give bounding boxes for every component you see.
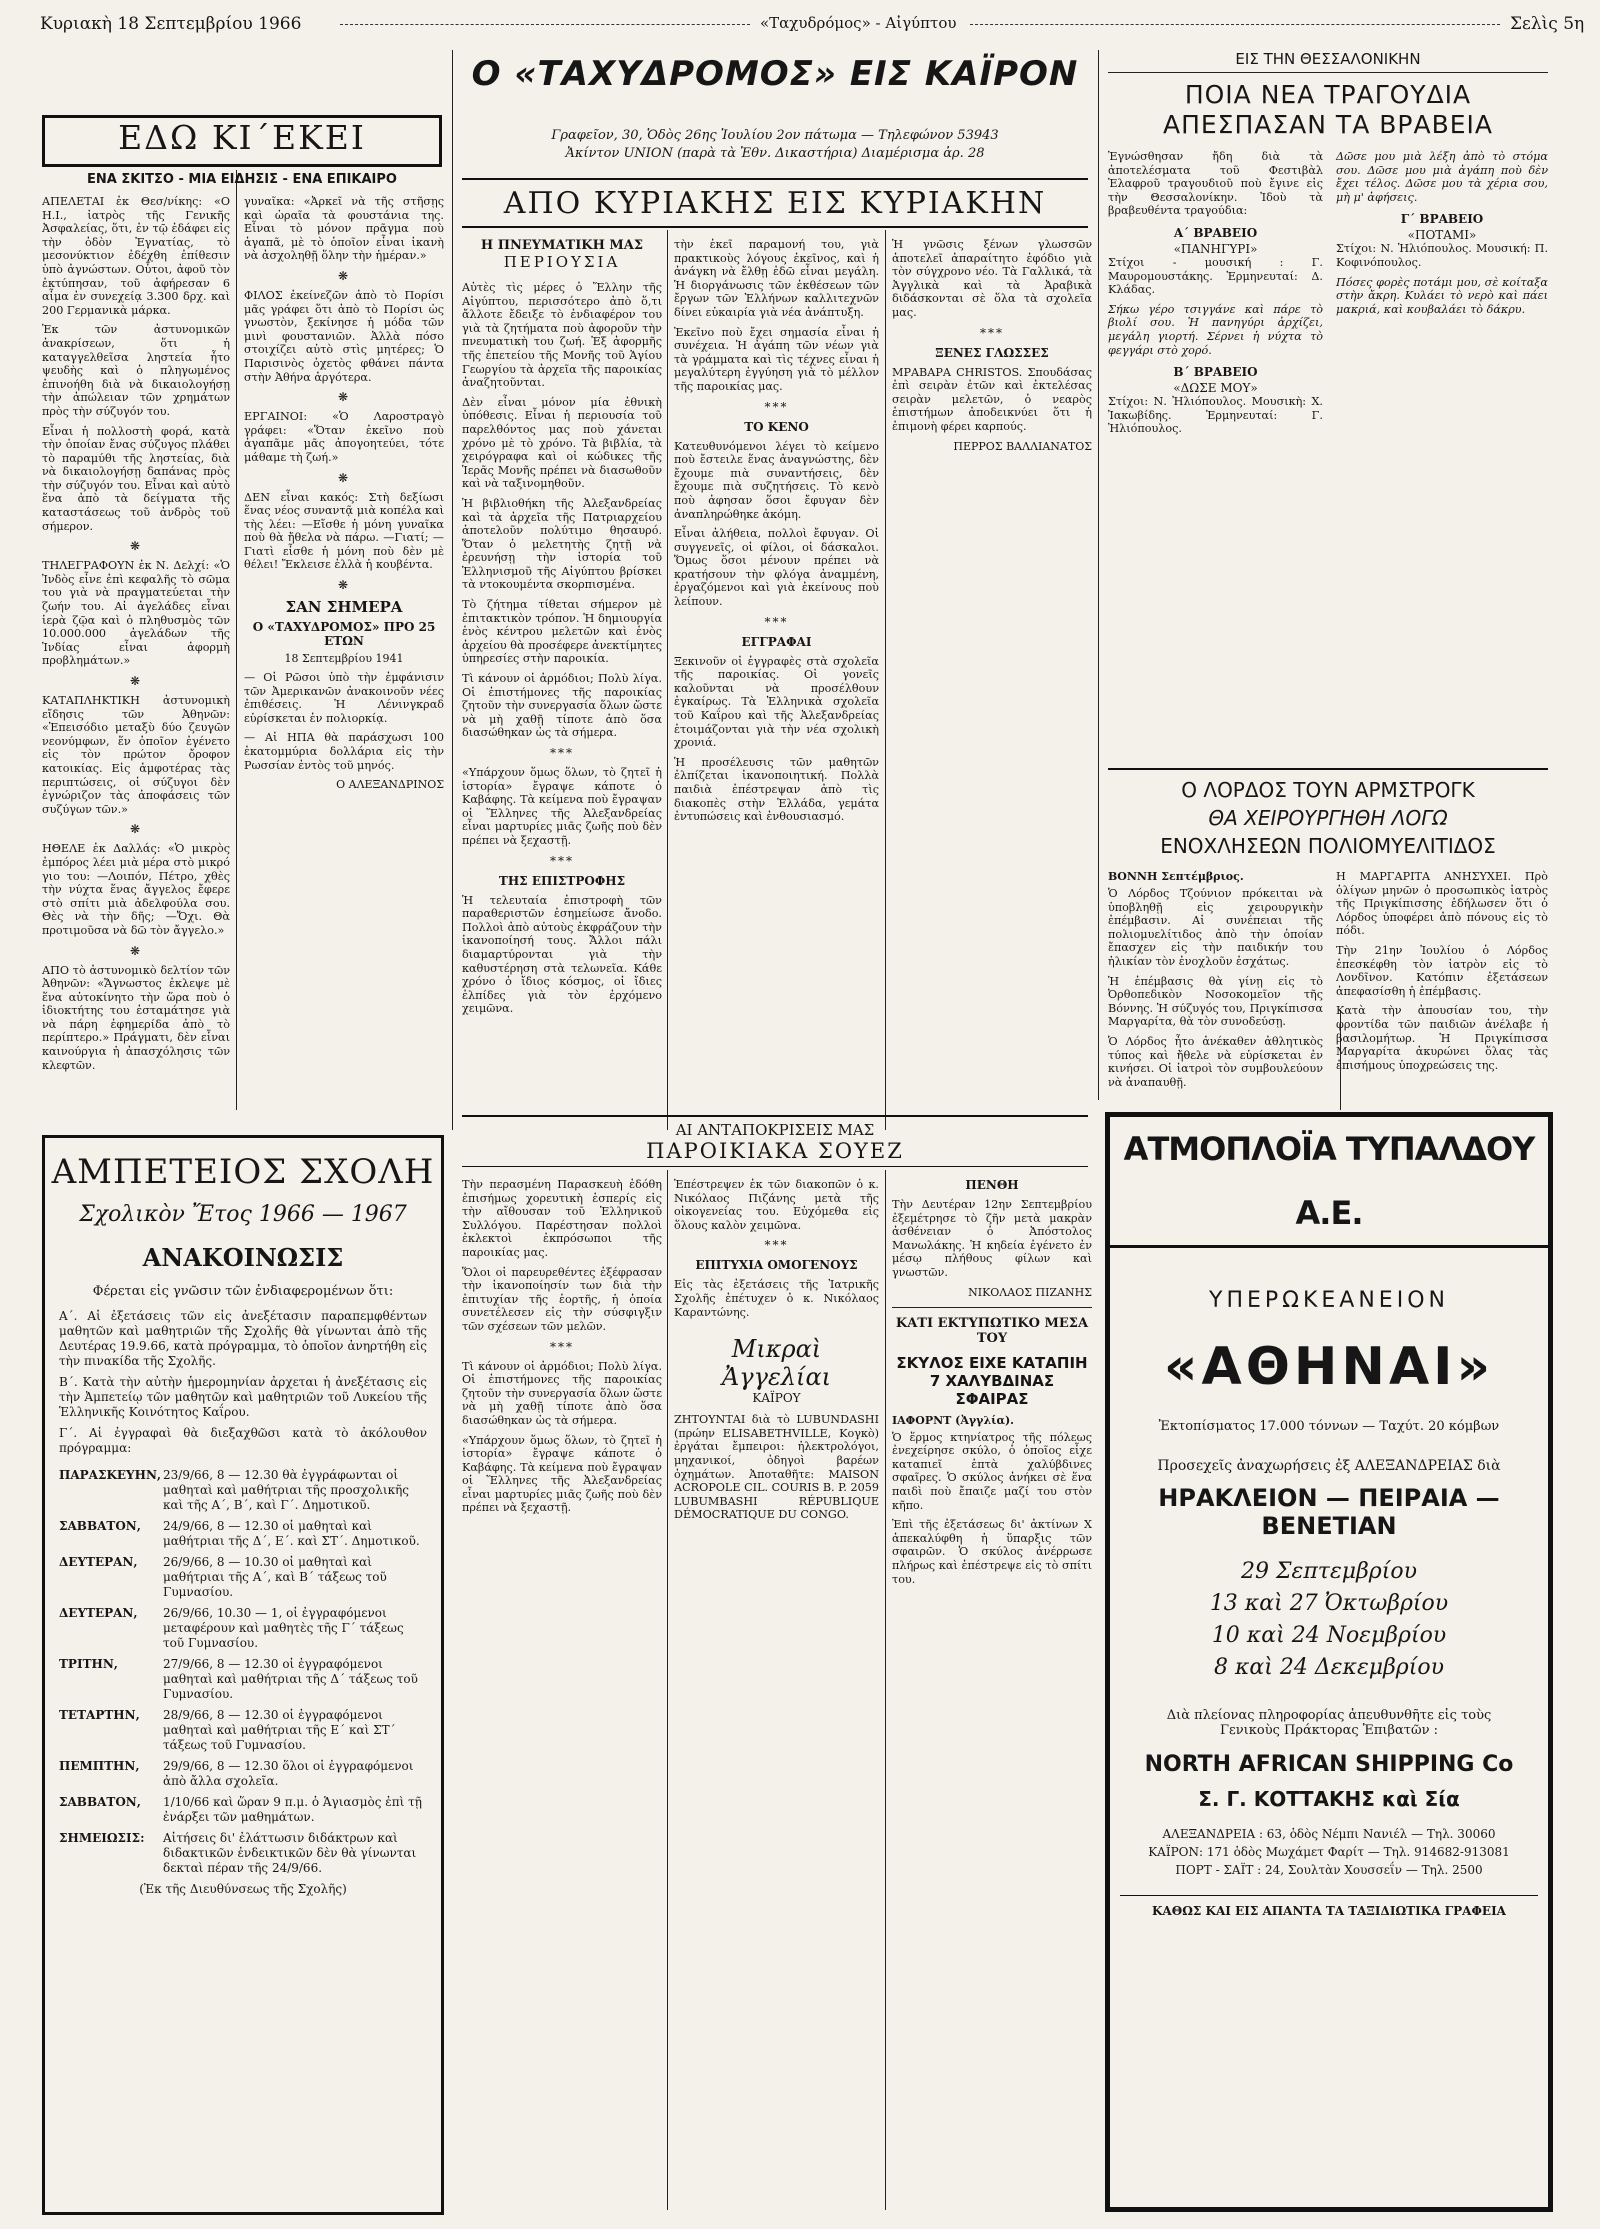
article-paragraph: «Υπάρχουν ὅμως ὅλων, τὸ ζητεῖ ἡ ἱστορία» ἔγραψε κάποτε ὁ Καβάφης. Τὰ κείμενα ποὺ ἔγραψαν οἱ Ἕλληνες τῆς Ἀλεξανδρείας εἶναι μαρτυρίες μιᾶς ζωῆς ποὺ δὲν πρέπει νὰ ξεχαστῇ. xyxy=(462,766,662,847)
article-headline: Ο ΛΟΡΔΟΣ ΤΟΥΝ ΑΡΜΣΤΡΟΓΚ xyxy=(1181,778,1475,802)
schedule-row xyxy=(59,1606,427,1651)
today-date: 18 Σεπτεμβρίου 1941 xyxy=(284,652,404,666)
center-column-1: Η ΠΝΕΥΜΑΤΙΚΗ ΜΑΣ ΠΕΡΙΟΥΣΙΑ Αὐτὲς τὶς μέρες ὁ Ἕλλην τῆς Αἰγύπτου, περισσότερο ἀπὸ ὅ,τι ἄλλοτε ἔδειξε τὸ ἐνδιαφέρον του γιὰ τὰ ζητήματα ποὺ ἀφοροῦν τὴν πνευματικὴ του ζωή. Ἐξ ἀφορμῆς τῆς ἐπετείου τῆς Μονῆς τοῦ Ἁγίου Γεωργίου τὰ ἀρχεῖα τῆς παροικίας ἀναζητοῦνται. Δὲν εἶναι μόνον μία ἐθνικὴ ὑπόθεσις. Εἶναι ἡ περιουσία τοῦ παρελθόντος μας ποὺ χάνεται χρόνο μὲ τὸ χρόνο. Τὰ βιβλία, τὰ χειρόγραφα καὶ οἱ κώδικες τῆς Ἱερᾶς Μονῆς πρέπει νὰ διασωθοῦν καὶ νὰ ταξινομηθοῦν. Ἡ βιβλιοθήκη τῆς Ἀλεξανδρείας καὶ τὰ ἀρχεῖα τῆς Πατριαρχείου ἀποτελοῦν πολύτιμο θησαυρό. Ὅταν ὁ μελετητὴς ζητῇ νὰ ἐρευνήσῃ τὴν ἱστορία τοῦ Ἑλληνισμοῦ τῆς Αἰγύπτου βρίσκει τὰ ντοκουμέντα σκορπισμένα. Τὸ ζήτημα τίθεται σήμερον μὲ ἐπιτακτικὸν τρόπον. Ἡ δημιουργία ἑνὸς κέντρου μελετῶν καὶ ἑνὸς ἀρχείου θὰ προσέφερε ἀνεκτίμητες ὑπηρεσίες στὴν παροικία. Τὶ κάνουν οἱ ἁρμόδιοι; Πολὺ λίγα. Οἱ ἐπιστήμονες τῆς παροικίας ζητοῦν τὴν συνεργασία ὅλων ὥστε νὰ μὴ χαθῇ τίποτε ἀπὸ ὅσα διασώθηκαν ὡς τὰ σήμερα. *** «Υπάρχουν ὅμως ὅλων, τὸ ζητεῖ ἡ ἱστορία» ἔγραψε κάποτε ὁ Καβάφης. Τὰ κείμενα ποὺ ἔγραψαν οἱ Ἕλληνες τῆς Ἀλεξανδρείας εἶναι μαρτυρίες μιᾶς ζωῆς ποὺ δὲν πρέπει νὰ ξεχαστῇ. *** ΤΗΣ ΕΠΙΣΤΡΟΦΗΣ Ἡ τελευταία ἐπιστροφὴ τῶν παραθεριστῶν ἐσημείωσε ἄνοδο. Πολλοὶ ἀπὸ αὐτοὺς ἐκφράζουν τὴν ἱκανοποίησή τους. Ἄλλοι πάλι διαμαρτύρονται γιὰ τὴν καθυστέρηση στὰ τελωνεῖα. Κάθε χρόνο ὁ ἴδιος κόσμος, οἱ ἴδιες ἐλπίδες γιὰ τὸν ἐρχόμενο χειμῶνα. xyxy=(462,238,662,1016)
lower-center-column-3 xyxy=(892,1178,1092,1592)
article-paragraph: Ὅλοι οἱ παρευρεθέντες ἐξέφρασαν τὴν ἱκανοποίησίν των διὰ τὴν ἐπιτυχίαν τῆς ἑορτῆς, ἡ ὁποία συνετέλεσεν εἰς τὴν σύσφιγξιν τῶν σχέσεων τῶν μελῶν. xyxy=(462,1265,662,1333)
song-title: «ΠΑΝΗΓΥΡΙ» xyxy=(1173,241,1258,256)
article-paragraph: Ἐκ τῶν ἀστυνομικῶν ἀνακρίσεων, ὅτι ἡ καταγγελθεῖσα ληστεία ἦτο ψευδὴς καὶ ὁ πληγωμένος ἐπινοήθη διὰ νὰ δικαιολογήσῃ τὴν ἀπώλειαν τῶν χρημάτων πρὸς τὴν σύζυγόν του. xyxy=(42,323,230,418)
school-year: Σχολικὸν Ἔτος 1966 — 1967 xyxy=(79,1202,407,1227)
today-title: ΣΑΝ ΣΗΜΕΡΑ xyxy=(285,598,403,617)
shipping-company: ΑΤΜΟΠΛΟΪΑ ΤΥΠΑΛΔΟΥ Α.Ε. xyxy=(1110,1117,1548,1248)
lower-center-column-2: Ἐπέστρεψεν ἐκ τῶν διακοπῶν ὁ κ. Νικόλαος Πιζάνης μετὰ τῆς οἰκογενείας του. Εὐχόμεθα εἰς ὅλους καλὸν χειμῶνα. *** ΕΠΙΤΥΧΙΑ ΟΜΟΓΕΝΟΥΣ Εἰς τὰς ἐξετάσεις τῆς Ἰατρικῆς Σχολῆς ἐπέτυχεν ὁ κ. Νικόλαος Καραντώνης. Μικραὶ Ἀγγελίαι ΚΑΪΡΟΥ ΖΗΤΟΥΝΤΑΙ διὰ τὸ LUBUNDASHI (πρώην ELISABETHVILLE, Κογκὸ) ἐργάται ἔμπειροι: ἠλεκτρολόγοι, μηχανικοί, ὀδηγοὶ βαρέων ὀχημάτων. Ἀποταθῆτε: MAISON ACROPOLE CIL. COURIS B. P. 2059 LUBUMBASHI RÉPUBLIQUE DÉMOCRATIQUE DU CONGO. xyxy=(674,1178,880,1522)
departure-date: 13 καὶ 27 Ὀκτωβρίου xyxy=(1209,1591,1449,1616)
schedule-text: 28/9/66, 8 — 12.30 οἱ ἐγγραφόμενοι μαθηταὶ καὶ μαθήτριαι τῆς Ε΄ καὶ ΣΤ΄ τάξεως τοῦ Γυμνασίου. xyxy=(163,1708,396,1752)
article-headline-2: ΑΠΕΣΠΑΣΑΝ ΤΑ ΒΡΑΒΕΙΑ xyxy=(1162,110,1493,139)
dateline: ΒΟΝΝΗ Σεπτέμβριος. xyxy=(1108,870,1244,883)
info-text: Διὰ πλείονας πληροφορίας ἀπευθυνθῆτε εἰς τοὺς Γενικοὺς Πράκτορας Ἐπιβατῶν : xyxy=(1166,1708,1492,1738)
article-kicker: Η ΠΝΕΥΜΑΤΙΚΗ ΜΑΣ xyxy=(480,238,644,253)
schedule-text: 27/9/66, 8 — 12.30 οἱ ἐγγραφόμενοι μαθηταὶ καὶ μαθήτριαι τῆς Δ΄ τάξεως τοῦ Γυμνασίου. xyxy=(163,1657,418,1701)
article-paragraph: Αὐτὲς τὶς μέρες ὁ Ἕλλην τῆς Αἰγύπτου, περισσότερο ἀπὸ ὅ,τι ἄλλοτε ἔδειξε τὸ ἐνδιαφέρον του γιὰ τὰ ζητήματα ποὺ ἀφοροῦν τὴν πνευματικὴ του ζωή. Ἐξ ἀφορμῆς τῆς ἐπετείου τῆς Μονῆς τοῦ Ἁγίου Γεωργίου τὰ ἀρχεῖα τῆς παροικίας ἀναζητοῦνται. xyxy=(462,281,662,390)
ship-name: «ΑΘΗΝΑΙ» xyxy=(1163,1337,1495,1397)
article-paragraph: Ἡ τελευταία ἐπιστροφὴ τῶν παραθεριστῶν ἐσημείωσε ἄνοδο. Πολλοὶ ἀπὸ αὐτοὺς ἐκφράζουν τὴν ἱκανοποίησή τους. Ἄλλοι πάλι διαμαρτύρονται γιὰ τὴν καθυστέρηση στὰ τελωνεῖα. Κάθε χρόνο ὁ ἴδιος κόσμος, οἱ ἴδιες ἐλπίδες γιὰ τὸν ἐρχόμενο χειμῶνα. xyxy=(462,893,662,1016)
section-title-box xyxy=(42,115,442,167)
announcement-heading: ΑΝΑΚΟΙΝΩΣΙΣ xyxy=(142,1243,344,1272)
schedule-text: 1/10/66 καὶ ὥραν 9 π.μ. ὁ Ἁγιασμὸς ἐπὶ τῇ ἐνάρξει τῶν μαθημάτων. xyxy=(163,1795,422,1824)
schedule-text: 24/9/66, 8 — 12.30 οἱ μαθηταὶ καὶ μαθήτριαι τῆς Δ΄, Ε΄. καὶ ΣΤ΄. Δημοτικοῦ. xyxy=(163,1519,420,1548)
song-title: «ΠΟΤΑΜΙ» xyxy=(1407,228,1477,243)
song-credits: Στίχοι: Ν. Ἠλιόπουλος. Μουσική: Π. Κοφινόπουλος. xyxy=(1336,242,1548,269)
ad-footer: ΚΑΘΩΣ ΚΑΙ ΕΙΣ ΑΠΑΝΤΑ ΤΑ ΤΑΞΙΔΙΩΤΙΚΑ ΓΡΑΦΕΙΑ xyxy=(1120,1895,1538,1918)
right-column-1 xyxy=(1108,150,1323,442)
byline: Ο ΑΛΕΞΑΝΔΡΙΝΟΣ xyxy=(336,778,444,792)
schedule-text: Αἰτήσεις δι' ἐλάττωσιν διδάκτρων καὶ διδακτικῶν ἐνδεικτικῶν δὲν θὰ γίνωνται δεκταὶ πέραν τῆς 24/9/66. xyxy=(163,1831,417,1875)
schedule-row xyxy=(59,1708,427,1753)
classifieds-subtitle: ΚΑΪΡΟΥ xyxy=(752,1391,801,1406)
bureau-address-2: Ἀκίντον UNION (παρὰ τὰ Ἐθν. Δικαστήρια) Διαμέρισμα ἀρ. 28 xyxy=(565,146,985,161)
right-column-3 xyxy=(1108,870,1323,1095)
article-paragraph: ΦΙΛΟΣ ἐκείνεζῶν ἀπὸ τὸ Πορίσι μᾶς γράφει ὅτι ἀπὸ τὸ Πορίσι ὡς γνωστὸν, ξεκίνησε ἡ μόδα τῶν μινὶ φουστανιῶν. Ἀλλὰ πόσο στοιχίζει αὐτὸ στὶς μητέρες; Ὁ Παρισινὸς ὀχετὸς φθάνει πάντα στὴν Ἀθήνα ἀργότερα. xyxy=(244,288,444,384)
schedule-row xyxy=(59,1657,427,1702)
article-paragraph: Η ΜΑΡΓΑΡΙΤΑ ΑΝΗΣΥΧΕΙ. Πρὸ ὀλίγων μηνῶν ὁ προσωπικὸς ἰατρὸς τῆς Πριγκίπισσης ἐδήλωσεν ὅτι ὁ Λόρδος ὑποφέρει ἀπὸ πόνους εἰς τὸ πόδι. xyxy=(1336,870,1548,938)
schedule-day: ΣΑΒΒΑΤΟΝ, xyxy=(59,1519,141,1533)
schedule-row xyxy=(59,1831,427,1876)
song-lyrics: Δῶσε μου μιὰ λέξη ἀπὸ τὸ στόμα σου. Δῶσε μου μιὰ ἀγάπη ποὺ δὲν ἔχει τέλος. Δῶσε μου τὰ χέρια σου, μὴ μ' ἀφήσεις. xyxy=(1336,150,1548,204)
article-paragraph: Τὸ ζήτημα τίθεται σήμερον μὲ ἐπιτακτικὸν τρόπον. Ἡ δημιουργία ἑνὸς κέντρου μελετῶν καὶ ἑνὸς ἀρχείου θὰ προσέφερε ἀνεκτίμητες ὑπηρεσίες στὴν παροικία. xyxy=(462,598,662,666)
award-label: Γ΄ ΒΡΑΒΕΙΟ xyxy=(1400,212,1484,227)
article-paragraph: ΑΠΟ τὸ ἀστυνομικὸ δελτίον τῶν Ἀθηνῶν: «Ἄγνωστος ἐκλεψε μὲ ἕνα αὐτοκίνητο τὴν ὥρα ποὺ ὁ ἰδιοκτήτης του ἐσταμάτησε γιὰ νὰ πάρη ἐφημερίδα ἀπὸ τὸ περίπτερο.» Πράγματι, δὲν εἶναι καινούργια ἡ ἀπασχόλησις τῶν κλεφτῶν. xyxy=(42,963,230,1072)
signature: (Ἐκ τῆς Διευθύνσεως τῆς Σχολῆς) xyxy=(139,1882,347,1896)
paper-name: «Ταχυδρόμος» - Αἰγύπτου xyxy=(760,14,957,32)
article-paragraph: ΗΘΕΛΕ ἐκ Δαλλάς: «Ὁ μικρὸς ἐμπόρος λέει μιὰ μέρα στὸ μικρό γιο του: —Λοιπόν, Πέτρο, χθὲς τὴν νύχτα ἕνας ἄγγελος ἔφερε στὸ σπίτι μιὰ ἀδελφούλα σου. Θὲς νὰ τὴν δῆς; —Ὄχι. Θὰ προτιμοῦσα νὰ δῶ τὸν ἄγγελο.» xyxy=(42,842,230,937)
article-paragraph: Τὴν περασμένη Παρασκευὴ ἐδόθη ἐπισήμως χορευτικὴ ἑσπερίς εἰς τὴν αἴθουσαν τοῦ Ἑλληνικοῦ Συλλόγου. Παρέστησαν πολλοὶ ἐκλεκτοὶ ἐκπρόσωποι τῆς παροικίας μας. xyxy=(462,1178,662,1259)
schedule-row xyxy=(59,1519,427,1549)
school-announcement-box xyxy=(42,1135,444,2215)
article-paragraph: Δὲν εἶναι μόνον μία ἐθνικὴ ὑπόθεσις. Εἶναι ἡ περιουσία τοῦ παρελθόντος μας ποὺ χάνεται χρόνο μὲ τὸ χρόνο. Τὰ βιβλία, τὰ χειρόγραφα καὶ οἱ κώδικες τῆς Ἱερᾶς Μονῆς πρέπει νὰ διασωθοῦν καὶ νὰ ταξινομηθοῦν. xyxy=(462,395,662,491)
shipping-ad xyxy=(1105,1112,1553,2212)
agent-address: ΠΟΡΤ - ΣΑΪΤ : 24, Σουλτὰν Χουσσεΐν — Τηλ. 2500 xyxy=(1175,1863,1483,1877)
left-column-2: γυναῖκα: «Ἀρκεῖ νὰ τῆς στῆσῃς καὶ ὡραῖα τὰ φουστάνια της. Εἶναι τὸ μόνον πρᾶγμα ποὺ ἀγαπᾶ, μὲ τὸ ὁποῖον εἶναι ἱκανὴ νὰ ἀσχοληθῇ ὅλην τὴν ἡμέραν.» ❋ ΦΙΛΟΣ ἐκείνεζῶν ἀπὸ τὸ Πορίσι μᾶς γράφει ὅτι ἀπὸ τὸ Πορίσι ὡς γνωστὸν, ξεκίνησε ἡ μόδα τῶν μινὶ φουστανιῶν. Ἀλλὰ πόσο στοιχίζει αὐτὸ στὶς μητέρες; Ὁ Παρισινὸς ὀχετὸς φθάνει πάντα στὴν Ἀθήνα ἀργότερα. ❋ ΕΡΓΑΙΝΟΙ: «Ὁ Λαροστραγὸ γράφει: «Ὅταν ἐκεῖνο ποὺ ἀγαπᾶμε μᾶς ἀπογοητεύει, τότε μάθαμε τὴ ζωή.» ❋ ΔΕΝ εἶναι κακός: Στὴ δεξίωσι ἕνας νέος συναντᾷ μιὰ κοπέλα καὶ τὴς λέει: —Εἴσθε ἡ μόνη γυναῖκα ποὺ θὰ ἤθελα νὰ πάρω. —Γιατί; —Γιατὶ εἶσθε ἡ μόνη ποὺ δὲν μὲ θέλει! Ἔκλεισε ἑλλὰ ἡ κουβέντα. ❋ ΣΑΝ ΣΗΜΕΡΑ Ο «ΤΑΧΥΔΡΟΜΟΣ» ΠΡΟ 25 ΕΤΩΝ 18 Σεπτεμβρίου 1941 — Οἱ Ρῶσοι ὑπὸ τὴν ἐμφάνισιν τῶν Ἀμερικανῶν ἀνακοινοῦν νέες ἐπιθέσεις. Ἡ Λένινγκραδ εὑρίσκεται ἐν πολιορκίᾳ. — Αἱ ΗΠΑ θὰ παράσχωσι 100 ἑκατομμύρια δολλάρια εἰς τὴν Ρωσσίαν ἐντὸς τοῦ μηνός. Ο ΑΛΕΞΑΝΔΡΙΝΟΣ xyxy=(244,195,444,792)
article-paragraph: τὴν ἐκεῖ παραμονή του, γιὰ πρακτικοὺς λόγους ἐκεῖνος, καὶ ἡ ἀνάγκη νὰ ἔλθῃ ἐδῶ εἶναι μεγάλη. Ἡ διοργάνωσις τῶν ἐκθέσεων τῶν ἔργων τῶν Ἑλλήνων καλλιτεχνῶν δίνει εὐκαιρία γιὰ νέα ἀνάπτυξη. xyxy=(674,238,879,319)
article-paragraph: Τὴν 21ην Ἰουλίου ὁ Λόρδος ἐπεσκέφθη τὸν ἰατρὸν εἰς τὸ Λονδῖνον. Κατόπιν ἐξετάσεων ἀπεφασίσθη ἡ ἐπέμβασις. xyxy=(1336,943,1548,998)
schedule-day: ΠΕΜΠΤΗΝ, xyxy=(59,1759,140,1773)
today-subtitle: Ο «ΤΑΧΥΔΡΟΜΟΣ» ΠΡΟ 25 ΕΤΩΝ xyxy=(252,620,436,649)
subheading: ΠΕΝΘΗ xyxy=(965,1178,1019,1192)
schedule-row xyxy=(59,1795,427,1825)
award-label: Β΄ ΒΡΑΒΕΙΟ xyxy=(1173,365,1258,380)
announcement-item: Β΄. Κατὰ τὴν αὐτὴν ἡμερομηνίαν ἀρχεται ἡ ἀνεξέτασις εἰς τὴν Ἀμπετείῳ τῶν μαθητῶν καὶ μαθητριῶν τοῦ Λυκείου τῆς Ἑλληνικῆς Κοινότητος Καΐρου. xyxy=(59,1375,427,1419)
schedule-row xyxy=(59,1759,427,1789)
bureau-banner xyxy=(462,48,1088,122)
answers-header xyxy=(462,1115,1088,1167)
school-title: ΑΜΠΕΤΕΙΟΣ ΣΧΟΛΗ xyxy=(51,1152,435,1192)
announcement-lead: Φέρεται εἰς γνῶσιν τῶν ἐνδιαφερομένων ὅτι: xyxy=(92,1284,394,1299)
story-headline-2: 7 ΧΑΛΥΒΔΙΝΑΣ ΣΦΑΙΡΑΣ xyxy=(929,1371,1055,1408)
byline: ΝΙΚΟΛΑΟΣ ΠΙΖΑΝΗΣ xyxy=(968,1285,1092,1299)
song-lyrics: Πόσες φορὲς ποτάμι μου, σὲ κοίταξα στὴν ἄκρη. Κυλάει τὸ νερὸ καὶ πάει μακριά, καὶ κουβαλάει τὸ δάκρυ. xyxy=(1336,275,1548,316)
article-paragraph: Ξεκινοῦν οἱ ἐγγραφὲς στὰ σχολεῖα τῆς παροικίας. Οἱ γονεῖς καλοῦνται νὰ προσέλθουν ἐγκαίρως. Τὰ Ἑλληνικὰ σχολεῖα τοῦ Καΐρου καὶ τῆς Ἀλεξανδρείας ἑτοιμάζονται γιὰ τὴν νέα σχολικὴ χρονιά. xyxy=(674,654,879,750)
article-headline: ΠΕΡΙΟΥΣΙΑ xyxy=(503,253,621,271)
route: ΗΡΑΚΛΕΙΟΝ — ΠΕΙΡΑΙΑ — ΒΕΝΕΤΙΑΝ xyxy=(1158,1484,1500,1540)
article-paragraph: Ὁ ἕρμος κτηνίατρος τῆς πόλεως ἐνεχείρησε σκύλο, ὁ ὁποῖος εἶχε καταπιεῖ ἑπτὰ χαλύβδινες σφαῖρες. Ὁ σκύλος ἀνήκει σὲ ἕνα παιδὶ ποὺ ἔπαιζε μαζί του στὸν κῆπο. xyxy=(892,1430,1092,1512)
article-paragraph: Ἡ ἐπέμβασις θὰ γίνῃ εἰς τὸ Ὀρθοπεδικὸν Νοσοκομεῖον τῆς Βόννης. Ἡ σύζυγός του, Πριγκίπισσα Μαργαρίτα, θὰ τὸν συνοδεύσῃ. xyxy=(1108,974,1323,1029)
departures-label: Προσεχεῖς ἀναχωρήσεις ἐξ ΑΛΕΞΑΝΔΡΕΙΑΣ διὰ xyxy=(1157,1458,1501,1474)
song-title: «ΔΩΣΕ ΜΟΥ» xyxy=(1173,381,1258,396)
region-label: ΕΙΣ ΤΗΝ ΘΕΣΣΑΛΟΝΙΚΗΝ xyxy=(1235,50,1421,68)
article-paragraph: «Υπάρχουν ὅμως ὅλων, τὸ ζητεῖ ἡ ἱστορία» ἔγραψε κάποτε ὁ Καβάφης. Τὰ κείμενα ποὺ ἔγραψαν οἱ Ἕλληνες τῆς Ἀλεξανδρείας εἶναι μαρτυρίες μιᾶς ζωῆς ποὺ δὲν πρέπει νὰ ξεχαστῇ. xyxy=(462,1433,662,1515)
schedule-day: ΤΡΙΤΗΝ, xyxy=(59,1657,118,1671)
article-paragraph: Εἶναι ἡ πολλοστὴ φορά, κατὰ τὴν ὁποίαν ἔνας σύζυγος πλάθει τὸ παραμύθι τῆς ληστείας, διὰ νὰ δικαιολογήσῃ δαπάνας πρὸς τὴν σύζυγόν του. Εἶναι καὶ αὐτὸ ἕνα ἀπὸ τὰ δείγματα τῆς καταστάσεως τοῦ ἀνδρὸς τοῦ σήμερον. xyxy=(42,424,230,533)
article-paragraph: ΑΠΕΛΕΤΑΙ ἐκ Θεσ/νίκης: «Ο Η.Ι., ἰατρὸς τῆς Γενικῆς Ἀσφαλείας, ὅτι, ἐν τῷ ἐδάφει εἰς τὴν ὁδὸν Ἐγνατίας, τὸ μεσονύκτιον ἐδέχθη ἐπίθεσιν ὑπὸ ἀγνώστων. Οὗτοι, ἀφοῦ τὸν ἐκτύπησαν, τοῦ ἀφήρεσαν 6 αἷμα ἐν συνεχείᾳ 3.300 δρχ. καὶ 200 Γερμανικὰ μάρκα. xyxy=(42,195,230,317)
page-number: Σελὶς 5η xyxy=(1510,14,1585,34)
classified-ad: ΖΗΤΟΥΝΤΑΙ διὰ τὸ LUBUNDASHI (πρώην ELISABETHVILLE, Κογκὸ) ἐργάται ἔμπειροι: ἠλεκτρολόγοι, μηχανικοί, ὀδηγοὶ βαρέων ὀχημάτων. Ἀποταθῆτε: MAISON ACROPOLE CIL. COURIS B. P. 2059 LUBUMBASHI RÉPUBLIQUE DÉMOCRATIQUE DU CONGO. xyxy=(674,1413,880,1522)
dateline: ΙΑΦΟΡΝΤ (Ἀγγλία). xyxy=(892,1413,1014,1427)
article-headline: ΠΟΙΑ ΝΕΑ ΤΡΑΓΟΥΔΙΑ xyxy=(1184,80,1472,109)
agent-address: ΑΛΕΞΑΝΔΡΕΙΑ : 63, ὁδὸς Νέμπι Νανιέλ — Τηλ. 30060 xyxy=(1162,1827,1496,1841)
answers-title: ΑΙ ΑΝΤΑΠΟΚΡΙΣΕΙΣ ΜΑΣ xyxy=(675,1121,875,1139)
schedule-day: ΣΑΒΒΑΤΟΝ, xyxy=(59,1795,141,1809)
article-paragraph: Ἐκεῖνο ποὺ ἔχει σημασία εἶναι ἡ συνέχεια. Ἡ ἀγάπη τῶν νέων γιὰ τὰ γράμματα καὶ τὶς τέχνες εἶναι ἡ μεγαλύτερη ἐγγύηση γιὰ τὸ μέλλον τῆς παροικίας μας. xyxy=(674,325,879,393)
departure-date: 8 καὶ 24 Δεκεμβρίου xyxy=(1213,1655,1444,1680)
agent-name: NORTH AFRICAN SHIPPING Co xyxy=(1144,1752,1514,1777)
article-paragraph: Κατὰ τὴν ἀπουσίαν του, τὴν φροντίδα τῶν παιδιῶν ἀνέλαβε ἡ βασιλομήτωρ. Ἡ Πριγκίπισσα Μαργαρίτα ἀκυρώνει ὅλας τὰς ἐπισήμους ὑποχρεώσεις της. xyxy=(1336,1004,1548,1072)
center-column-3: Ἡ γνῶσις ξένων γλωσσῶν ἀποτελεῖ ἀπαραίτητο ἐφόδιο γιὰ τὸν σύγχρονο νέο. Τὰ Γαλλικά, τὰ Ἀγγλικὰ καὶ τὰ Ἀραβικὰ διδάσκονται σὲ ὅλα τὰ σχολεῖα μας. *** ΞΕΝΕΣ ΓΛΩΣΣΕΣ ΜΡΑΒΑΡΑ CHRISTOS. Σπουδάσας ἐπὶ σειρὰν ἐτῶν καὶ ἐκτελέσας σειρὰν μελετῶν, ὁ νεαρὸς ἐπιστήμων ἀποδεικνύει ὅτι ἡ ἐπιμονὴ φέρει καρπούς. ΠΕΡΡΟΣ ΒΑΛΛΙΑΝΑΤΟΣ xyxy=(892,238,1092,453)
article-paragraph: γυναῖκα: «Ἀρκεῖ νὰ τῆς στῆσῃς καὶ ὡραῖα τὰ φουστάνια της. Εἶναι τὸ μόνον πρᾶγμα ποὺ ἀγαπᾶ, μὲ τὸ ὁποῖον εἶναι ἱκανὴ νὰ ἀσχοληθῇ ὅλην τὴν ἡμέραν.» xyxy=(244,195,444,263)
article-paragraph: — Οἱ Ρῶσοι ὑπὸ τὴν ἐμφάνισιν τῶν Ἀμερικανῶν ἀνακοινοῦν νέες ἐπιθέσεις. Ἡ Λένινγκραδ εὑρίσκεται ἐν πολιορκίᾳ. xyxy=(244,671,444,725)
headline-box xyxy=(462,178,1088,228)
right-column-2 xyxy=(1336,150,1548,322)
article-paragraph: Ὁ Λόρδος ἦτο ἀνέκαθεν ἀθλητικὸς τύπος καὶ ἤθελε νὰ εὑρίσκεται ἐν κινήσει. Οἱ ἰατροὶ τὸν συμβουλεύουν νὰ ἀναπαυθῇ. xyxy=(1108,1034,1323,1089)
departure-date: 29 Σεπτεμβρίου xyxy=(1241,1559,1417,1584)
departure-date: 10 καὶ 24 Νοεμβρίου xyxy=(1211,1623,1447,1648)
article-paragraph: Ἡ βιβλιοθήκη τῆς Ἀλεξανδρείας καὶ τὰ ἀρχεῖα τῆς Πατριαρχείου ἀποτελοῦν πολύτιμο θησαυρό. Ὅταν ὁ μελετητὴς ζητῇ νὰ ἐρευνήσῃ τὴν ἱστορία τοῦ Ἑλληνισμοῦ τῆς Αἰγύπτου βρίσκει τὰ ντοκουμέντα σκορπισμένα. xyxy=(462,496,662,592)
article-paragraph: Ἐγνώσθησαν ἤδη διὰ τὰ ἀποτελέσματα τοῦ Φεστιβὰλ Ἐλαφροῦ τραγουδιοῦ ποὺ ἔγινε εἰς τὴν Θεσσαλονίκην. Ἰδοὺ τὰ βραβευθέντα τραγούδια: xyxy=(1108,150,1323,218)
left-column-1: ΑΠΕΛΕΤΑΙ ἐκ Θεσ/νίκης: «Ο Η.Ι., ἰατρὸς τῆς Γενικῆς Ἀσφαλείας, ὅτι, ἐν τῷ ἐδάφει εἰς τὴν ὁδὸν Ἐγνατίας, τὸ μεσονύκτιον ἐδέχθη ἐπίθεσιν ὑπὸ ἀγνώστων. Οὗτοι, ἀφοῦ τὸν ἐκτύπησαν, τοῦ ἀφήρεσαν 6 αἷμα ἐν συνεχείᾳ 3.300 δρχ. καὶ 200 Γερμανικὰ μάρκα. Ἐκ τῶν ἀστυνομικῶν ἀνακρίσεων, ὅτι ἡ καταγγελθεῖσα ληστεία ἦτο ψευδὴς καὶ ὁ πληγωμένος ἐπινοήθη διὰ νὰ δικαιολογήσῃ τὴν ἀπώλειαν τῶν χρημάτων πρὸς τὴν σύζυγόν του. Εἶναι ἡ πολλοστὴ φορά, κατὰ τὴν ὁποίαν ἔνας σύζυγος πλάθει τὸ παραμύθι τῆς ληστείας, διὰ νὰ δικαιολογήσῃ δαπάνας πρὸς τὴν σύζυγόν του. Εἶναι καὶ αὐτὸ ἕνα ἀπὸ τὰ δείγματα τῆς καταστάσεως τοῦ ἀνδρὸς τοῦ σήμερον. ❋ ΤΗΛΕΓΡΑΦΟΥΝ ἐκ Ν. Δελχί: «Ὁ Ἰνδὸς εἶνε ἐπὶ κεφαλῆς τὸ σῶμα του γιὰ νὰ πραγματεύεται τὴν ζωήν του. Αἱ ἀγελάδες εἶναι ἱερὰ ζῷα καὶ ὁ πληθυσμὸς τῶν 10.000.000 ἀγελάδων τῆς Ἰνδίας εἶναι ἀφορμὴ προβλημάτων.» ❋ ΚΑΤΑΠΛΗΚΤΙΚΗ ἀστυνομικὴ εἴδησις τῶν Ἀθηνῶν: «Ἐπεισόδιο μεταξὺ δύο ζευγῶν νεονύμφων, ἕν ὁποῖον ἐγένετο εἰς τὸν πρώτον ὄροφον κατοικίας. Εἰς ἀμφοτέρας τὰς περιπτώσεις, οἱ σύζυγοι δὲν ἐγνώριζον τὰς ἀποφάσεις τῶν συζύγων τῶν.» ❋ ΗΘΕΛΕ ἐκ Δαλλάς: «Ὁ μικρὸς ἐμπόρος λέει μιὰ μέρα στὸ μικρό γιο του: —Λοιπόν, Πέτρο, χθὲς τὴν νύχτα ἕνας ἄγγελος ἔφερε στὸ σπίτι μιὰ ἀδελφούλα σου. Θὲς νὰ τὴν δῆς; —Ὄχι. Θὰ προτιμοῦσα νὰ δῶ τὸν ἄγγελο.» ❋ ΑΠΟ τὸ ἀστυνομικὸ δελτίον τῶν Ἀθηνῶν: «Ἄγνωστος ἐκλεψε μὲ ἕνα αὐτοκίνητο τὴν ὥρα ποὺ ὁ ἰδιοκτήτης του ἐσταμάτησε γιὰ νὰ πάρη ἐφημερίδα ἀπὸ τὸ περίπτερο.» Πράγματι, δὲν εἶναι καινούργια ἡ ἀπασχόλησις τῶν κλεφτῶν. xyxy=(42,195,230,1072)
article-paragraph: ΕΡΓΑΙΝΟΙ: «Ὁ Λαροστραγὸ γράφει: «Ὅταν ἐκεῖνο ποὺ ἀγαπᾶμε μᾶς ἀπογοητεύει, τότε μάθαμε τὴ ζωή.» xyxy=(244,410,444,464)
schedule-text: 23/9/66, 8 — 12.30 θὰ ἐγγράφωνται οἱ μαθηταὶ καὶ μαθήτριαι τῆς προσχολικῆς καὶ τῆς Α΄, Β΄, καὶ Γ΄. Δημοτικοῦ. xyxy=(163,1468,409,1512)
schedule-day: ΔΕΥΤΕΡΑΝ, xyxy=(59,1555,138,1569)
ship-type: ΥΠΕΡΩΚΕΑΝΕΙΟΝ xyxy=(1209,1288,1449,1313)
issue-date: Κυριακὴ 18 Σεπτεμβρίου 1966 xyxy=(40,14,302,34)
schedule-day: ΠΑΡΑΣΚΕΥΗΝ, xyxy=(59,1468,162,1482)
byline: ΠΕΡΡΟΣ ΒΑΛΛΙΑΝΑΤΟΣ xyxy=(953,439,1092,453)
answers-subtitle: ΠΑΡΟΙΚΙΑΚΑ ΣΟΥΕΖ xyxy=(646,1139,904,1163)
schedule-day: ΔΕΥΤΕΡΑΝ, xyxy=(59,1606,138,1620)
schedule-table xyxy=(45,1462,441,1876)
article-paragraph: ΚΑΤΑΠΛΗΚΤΙΚΗ ἀστυνομικὴ εἴδησις τῶν Ἀθηνῶν: «Ἐπεισόδιο μεταξὺ δύο ζευγῶν νεονύμφων, ἕν ὁποῖον ἐγένετο εἰς τὸν πρώτον ὄροφον κατοικίας. Εἰς ἀμφοτέρας τὰς περιπτώσεις, οἱ σύζυγοι δὲν ἐγνώριζον τὰς ἀποφάσεις τῶν συζύγων τῶν.» xyxy=(42,694,230,816)
ship-specs: Ἐκτοπίσματος 17.000 τόννων — Ταχύτ. 20 κόμβων xyxy=(1158,1419,1500,1434)
dashed-rule xyxy=(970,24,1500,25)
announcement-item: Α΄. Αἱ ἐξετάσεις τῶν εἰς ἀνεξέτασιν παραπεμφθέντων μαθητῶν καὶ μαθητριῶν τῆς Σχολῆς θὰ γίνωνται ἀπὸ τῆς Δευτέρας 19.9.66, κατὰ πρόγραμμα, τὸ ὁποῖον ἀνηρτήθη εἰς τὴν πινακίδα τῆς Σχολῆς. xyxy=(59,1309,427,1368)
article-paragraph: Εἶναι ἀλήθεια, πολλοὶ ἔφυγαν. Οἱ συγγενεῖς, οἱ φίλοι, οἱ δάσκαλοι. Ὅμως ὅσοι μένουν πρέπει νὰ κρατήσουν τὴν φλόγα ἀναμμένη, ἐργαζόμενοι καὶ γιὰ ἐκείνους ποὺ λείπουν. xyxy=(674,527,879,609)
article-paragraph: Τὶ κάνουν οἱ ἁρμόδιοι; Πολὺ λίγα. Οἱ ἐπιστήμονες τῆς παροικίας ζητοῦν τὴν συνεργασία ὅλων ὥστε νὰ μὴ χαθῇ τίποτε ἀπὸ ὅσα διασώθηκαν ὡς τὰ σήμερα. xyxy=(462,1359,662,1427)
page-header xyxy=(40,12,1585,38)
subheading: ΕΓΓΡΑΦΑΙ xyxy=(741,634,812,649)
section-subtitle: ΕΝΑ ΣΚΙΤΣΟ - ΜΙΑ ΕΙΔΗΣΙΣ - ΕΝΑ ΕΠΙΚΑΙΡΟ xyxy=(87,172,397,187)
schedule-day: ΣΗΜΕΙΩΣΙΣ: xyxy=(59,1831,145,1845)
schedule-row xyxy=(59,1555,427,1600)
article-paragraph: ΔΕΝ εἶναι κακός: Στὴ δεξίωσι ἕνας νέος συναντᾷ μιὰ κοπέλα καὶ τὴς λέει: —Εἴσθε ἡ μόνη γυναῖκα ποὺ θὰ ἤθελα νὰ πάρω. —Γιατί; —Γιατὶ εἶσθε ἡ μόνη ποὺ δὲν μὲ θέλει! Ἔκλεισε ἑλλὰ ἡ κουβέντα. xyxy=(244,490,444,572)
schedule-text: 26/9/66, 10.30 — 1, οἱ ἐγγραφόμενοι μεταφέρουν καὶ μαθητὲς τῆς Γ΄ τάξεως τοῦ Γυμνασίου. xyxy=(163,1606,404,1650)
schedule-text: 26/9/66, 8 — 10.30 οἱ μαθηταὶ καὶ μαθήτριαι τῆς Α΄, καὶ Β΄ τάξεως τοῦ Γυμνασίου. xyxy=(163,1555,387,1599)
bureau-address: Γραφεῖον, 30, Ὁδὸς 26ης Ἰουλίου 2ον πάτωμα — Τηλεφώνον 53943 xyxy=(551,128,999,143)
article-paragraph: ΤΗΛΕΓΡΑΦΟΥΝ ἐκ Ν. Δελχί: «Ὁ Ἰνδὸς εἶνε ἐπὶ κεφαλῆς τὸ σῶμα του γιὰ νὰ πραγματεύεται τὴν ζωήν του. Αἱ ἀγελάδες εἶναι ἱερὰ ζῷα καὶ ὁ πληθυσμὸς τῶν 10.000.000 ἀγελάδων τῆς Ἰνδίας εἶναι ἀφορμὴ προβλημάτων.» xyxy=(42,559,230,668)
article-headline-2: ΘΑ ΧΕΙΡΟΥΡΓΗΘΗ ΛΟΓΩ xyxy=(1208,806,1448,830)
article-paragraph: Ἡ προσέλευσις τῶν μαθητῶν ἐλπίζεται ἱκανοποιητική. Πολλὰ παιδιὰ ἐπέστρεψαν ἀπὸ τὶς διακοπὲς στὴν Ἑλλάδα, γεμάτα ἐντυπώσεις καὶ ἐνθουσιασμό. xyxy=(674,755,879,824)
article-paragraph: ΜΡΑΒΑΡΑ CHRISTOS. Σπουδάσας ἐπὶ σειρὰν ἐτῶν καὶ ἐκτελέσας σειρὰν μελετῶν, ὁ νεαρὸς ἐπιστήμων ἀποδεικνύει ὅτι ἡ ἐπιμονὴ φέρει καρπούς. xyxy=(892,365,1092,433)
schedule-text: 29/9/66, 8 — 12.30 ὅλοι οἱ ἐγγραφόμενοι ἀπὸ ἄλλα σχολεῖα. xyxy=(163,1759,414,1788)
schedule-row xyxy=(59,1468,427,1513)
lower-center-column-1: Τὴν περασμένη Παρασκευὴ ἐδόθη ἐπισήμως χορευτικὴ ἑσπερίς εἰς τὴν αἴθουσαν τοῦ Ἑλληνικοῦ Συλλόγου. Παρέστησαν πολλοὶ ἐκλεκτοὶ ἐκπρόσωποι τῆς παροικίας μας. Ὅλοι οἱ παρευρεθέντες ἐξέφρασαν τὴν ἱκανοποίησίν των διὰ τὴν ἐπιτυχίαν τῆς ἑορτῆς, ἡ ὁποία συνετέλεσεν εἰς τὴν σύσφιγξιν τῶν σχέσεων τῶν μελῶν. *** Τὶ κάνουν οἱ ἁρμόδιοι; Πολὺ λίγα. Οἱ ἐπιστήμονες τῆς παροικίας ζητοῦν τὴν συνεργασία ὅλων ὥστε νὰ μὴ χαθῇ τίποτε ἀπὸ ὅσα διασώθηκαν ὡς τὰ σήμερα. «Υπάρχουν ὅμως ὅλων, τὸ ζητεῖ ἡ ἱστορία» ἔγραψε κάποτε ὁ Καβάφης. Τὰ κείμενα ποὺ ἔγραψαν οἱ Ἕλληνες τῆς Ἀλεξανδρείας εἶναι μαρτυρίες μιᾶς ζωῆς ποὺ δὲν πρέπει νὰ ξεχαστῇ. xyxy=(462,1178,662,1515)
dashed-rule xyxy=(340,24,750,25)
story-title: ΚΑΤΙ ΕΚΤΥΠΩΤΙΚΟ ΜΕΣΑ ΤΟΥ xyxy=(895,1315,1089,1346)
subheading: ΤΟ ΚΕΝΟ xyxy=(744,419,809,434)
article-paragraph: Τὴν Δευτέραν 12ην Σεπτεμβρίου ἐξεμέτρησε τὸ ζῆν μετὰ μακρὰν ἀσθένειαν ὁ Ἀπόστολος Μανωλάκης. Ἡ κηδεία ἐγένετο ἐν μέσῳ πλήθους φίλων καὶ γνωστῶν. xyxy=(892,1198,1092,1279)
article-paragraph: Ἡ γνῶσις ξένων γλωσσῶν ἀποτελεῖ ἀπαραίτητο ἐφόδιο γιὰ τὸν σύγχρονο νέο. Τὰ Γαλλικά, τὰ Ἀγγλικὰ καὶ τὰ Ἀραβικὰ διδάσκονται σὲ ὅλα τὰ σχολεῖα μας. xyxy=(892,238,1092,319)
story-headline-1: ΣΚΥΛΟΣ ΕΙΧΕ ΚΑΤΑΠΙΗ xyxy=(896,1353,1088,1372)
article-paragraph: Ὁ Λόρδος Τζούνιον πρόκειται νὰ ὑποβληθῇ εἰς χειρουργικὴν ἐπέμβασιν. Αἱ συνέπειαι τῆς πολιομυελίτιδος ἀπὸ τὴν ὁποίαν ἔπασχεν εἰς τὴν παιδικήν του ἡλικίαν τὸν ἐνοχλοῦν ἐσχάτως. xyxy=(1108,887,1323,968)
article-paragraph: Εἰς τὰς ἐξετάσεις τῆς Ἰατρικῆς Σχολῆς ἐπέτυχεν ὁ κ. Νικόλαος Καραντώνης. xyxy=(674,1278,879,1319)
song-lyrics: Σήκω γέρο τσιγγάνε καὶ πάρε τὸ βιολί σου. Ἡ πανηγύρι ἀρχίζει, μεγάλη γιορτή. Σέρνει ἡ νύχτα τὸ φεγγάρι στὸ χορό. xyxy=(1108,302,1323,357)
subheading: ΞΕΝΕΣ ΓΛΩΣΣΕΣ xyxy=(935,345,1049,360)
song-credits: Στίχοι: Ν. Ἠλιόπουλος. Μουσικὴ: Χ. Ἰακωβίδης. Ἑρμηνευταί: Γ. Ἠλιόπουλος. xyxy=(1108,395,1323,436)
agent-name-2: Σ. Γ. ΚΟΤΤΑΚΗΣ καὶ Σία xyxy=(1198,1787,1460,1811)
article-paragraph: Κατευθυνόμενοι λέγει τὸ κείμενο ποὺ ἔστειλε ἕνας ἀναγνώστης, δὲν ἔχουμε πιὰ συναντήσεις, δὲν ἔχουμε πιὰ συζητήσεις. Τὸ κενὸ ποὺ ἀφησαν ὅσοι ἔφυγαν δὲν ἀναπληρώθηκε ἀκόμη. xyxy=(674,439,879,521)
article-paragraph: — Αἱ ΗΠΑ θὰ παράσχωσι 100 ἑκατομμύρια δολλάρια εἰς τὴν Ρωσσίαν ἐντὸς τοῦ μηνός. xyxy=(244,731,444,772)
right-column-4 xyxy=(1336,870,1548,1078)
bureau-title: Ο «ΤΑΧΥΔΡΟΜΟΣ» ΕΙΣ ΚΑΪΡΟΝ xyxy=(471,54,1079,94)
classifieds-title: Μικραὶ Ἀγγελίαι xyxy=(721,1335,832,1392)
song-credits: Στίχοι - μουσική : Γ. Μαυρομουστάκης. Ἑρμηνευταί: Δ. Κλάδας. xyxy=(1108,255,1323,297)
article-headline-3: ΕΝΟΧΛΗΣΕΩΝ ΠΟΛΙΟΜΥΕΛΙΤΙΔΟΣ xyxy=(1160,834,1496,858)
section-title: ΕΔΩ ΚΙ΄ΕΚΕΙ xyxy=(118,118,366,157)
announcement-item: Γ΄. Αἱ ἐγγραφαὶ θὰ διεξαχθῶσι κατὰ τὸ ἀκόλουθον πρόγραμμα: xyxy=(59,1426,427,1455)
agent-address: ΚΑΪΡΟΝ: 171 ὁδὸς Μωχάμετ Φαρίτ — Τηλ. 914682-913081 xyxy=(1148,1845,1510,1859)
subheading: ΕΠΙΤΥΧΙΑ ΟΜΟΓΕΝΟΥΣ xyxy=(695,1258,858,1273)
center-column-2: τὴν ἐκεῖ παραμονή του, γιὰ πρακτικοὺς λόγους ἐκεῖνος, καὶ ἡ ἀνάγκη νὰ ἔλθῃ ἐδῶ εἶναι μεγάλη. Ἡ διοργάνωσις τῶν ἐκθέσεων τῶν ἔργων τῶν Ἑλλήνων καλλιτεχνῶν δίνει εὐκαιρία γιὰ νέα ἀνάπτυξη. Ἐκεῖνο ποὺ ἔχει σημασία εἶναι ἡ συνέχεια. Ἡ ἀγάπη τῶν νέων γιὰ τὰ γράμματα καὶ τὶς τέχνες εἶναι ἡ μεγαλύτερη ἐγγύηση γιὰ τὸ μέλλον τῆς παροικίας μας. *** ΤΟ ΚΕΝΟ Κατευθυνόμενοι λέγει τὸ κείμενο ποὺ ἔστειλε ἕνας ἀναγνώστης, δὲν ἔχουμε πιὰ συναντήσεις, δὲν ἔχουμε πιὰ συζητήσεις. Τὸ κενὸ ποὺ ἀφησαν ὅσοι ἔφυγαν δὲν ἀναπληρώθηκε ἀκόμη. Εἶναι ἀλήθεια, πολλοὶ ἔφυγαν. Οἱ συγγενεῖς, οἱ φίλοι, οἱ δάσκαλοι. Ὅμως ὅσοι μένουν πρέπει νὰ κρατήσουν τὴν φλόγα ἀναμμένη, ἐργαζόμενοι καὶ γιὰ ἐκείνους ποὺ λείπουν. *** ΕΓΓΡΑΦΑΙ Ξεκινοῦν οἱ ἐγγραφὲς στὰ σχολεῖα τῆς παροικίας. Οἱ γονεῖς καλοῦνται νὰ προσέλθουν ἐγκαίρως. Τὰ Ἑλληνικὰ σχολεῖα τοῦ Καΐρου καὶ τῆς Ἀλεξανδρείας ἑτοιμάζονται γιὰ τὴν νέα σχολικὴ χρονιά. Ἡ προσέλευσις τῶν μαθητῶν ἐλπίζεται ἱκανοποιητική. Πολλὰ παιδιὰ ἐπέστρεψαν ἀπὸ τὶς διακοπὲς στὴν Ἑλλάδα, γεμάτα ἐντυπώσεις καὶ ἐνθουσιασμό. xyxy=(674,238,879,824)
main-headline: ΑΠΟ ΚΥΡΙΑΚΗΣ ΕΙΣ ΚΥΡΙΑΚΗΝ xyxy=(503,186,1047,221)
schedule-day: ΤΕΤΑΡΤΗΝ, xyxy=(59,1708,140,1722)
departure-dates xyxy=(1110,1556,1548,1684)
subheading: ΤΗΣ ΕΠΙΣΤΡΟΦΗΣ xyxy=(498,873,626,888)
award-label: Α΄ ΒΡΑΒΕΙΟ xyxy=(1173,225,1258,240)
article-paragraph: Ἐπέστρεψεν ἐκ τῶν διακοπῶν ὁ κ. Νικόλαος Πιζάνης μετὰ τῆς οἰκογενείας του. Εὐχόμεθα εἰς ὅλους καλὸν χειμῶνα. xyxy=(674,1178,879,1232)
article-paragraph: Ἐπὶ τῆς ἐξετάσεως δι' ἀκτίνων Χ ἀπεκαλύφθη ἡ ὕπαρξις τῶν σφαιρῶν. Ὁ σκύλος ἀνέρρωσε πλήρως καὶ ἐπέστρεψε εἰς τὸ σπίτι του. xyxy=(892,1518,1092,1586)
article-paragraph: Τὶ κάνουν οἱ ἁρμόδιοι; Πολὺ λίγα. Οἱ ἐπιστήμονες τῆς παροικίας ζητοῦν τὴν συνεργασία ὅλων ὥστε νὰ μὴ χαθῇ τίποτε ἀπὸ ὅσα διασώθηκαν ὡς τὰ σήμερα. xyxy=(462,672,662,740)
